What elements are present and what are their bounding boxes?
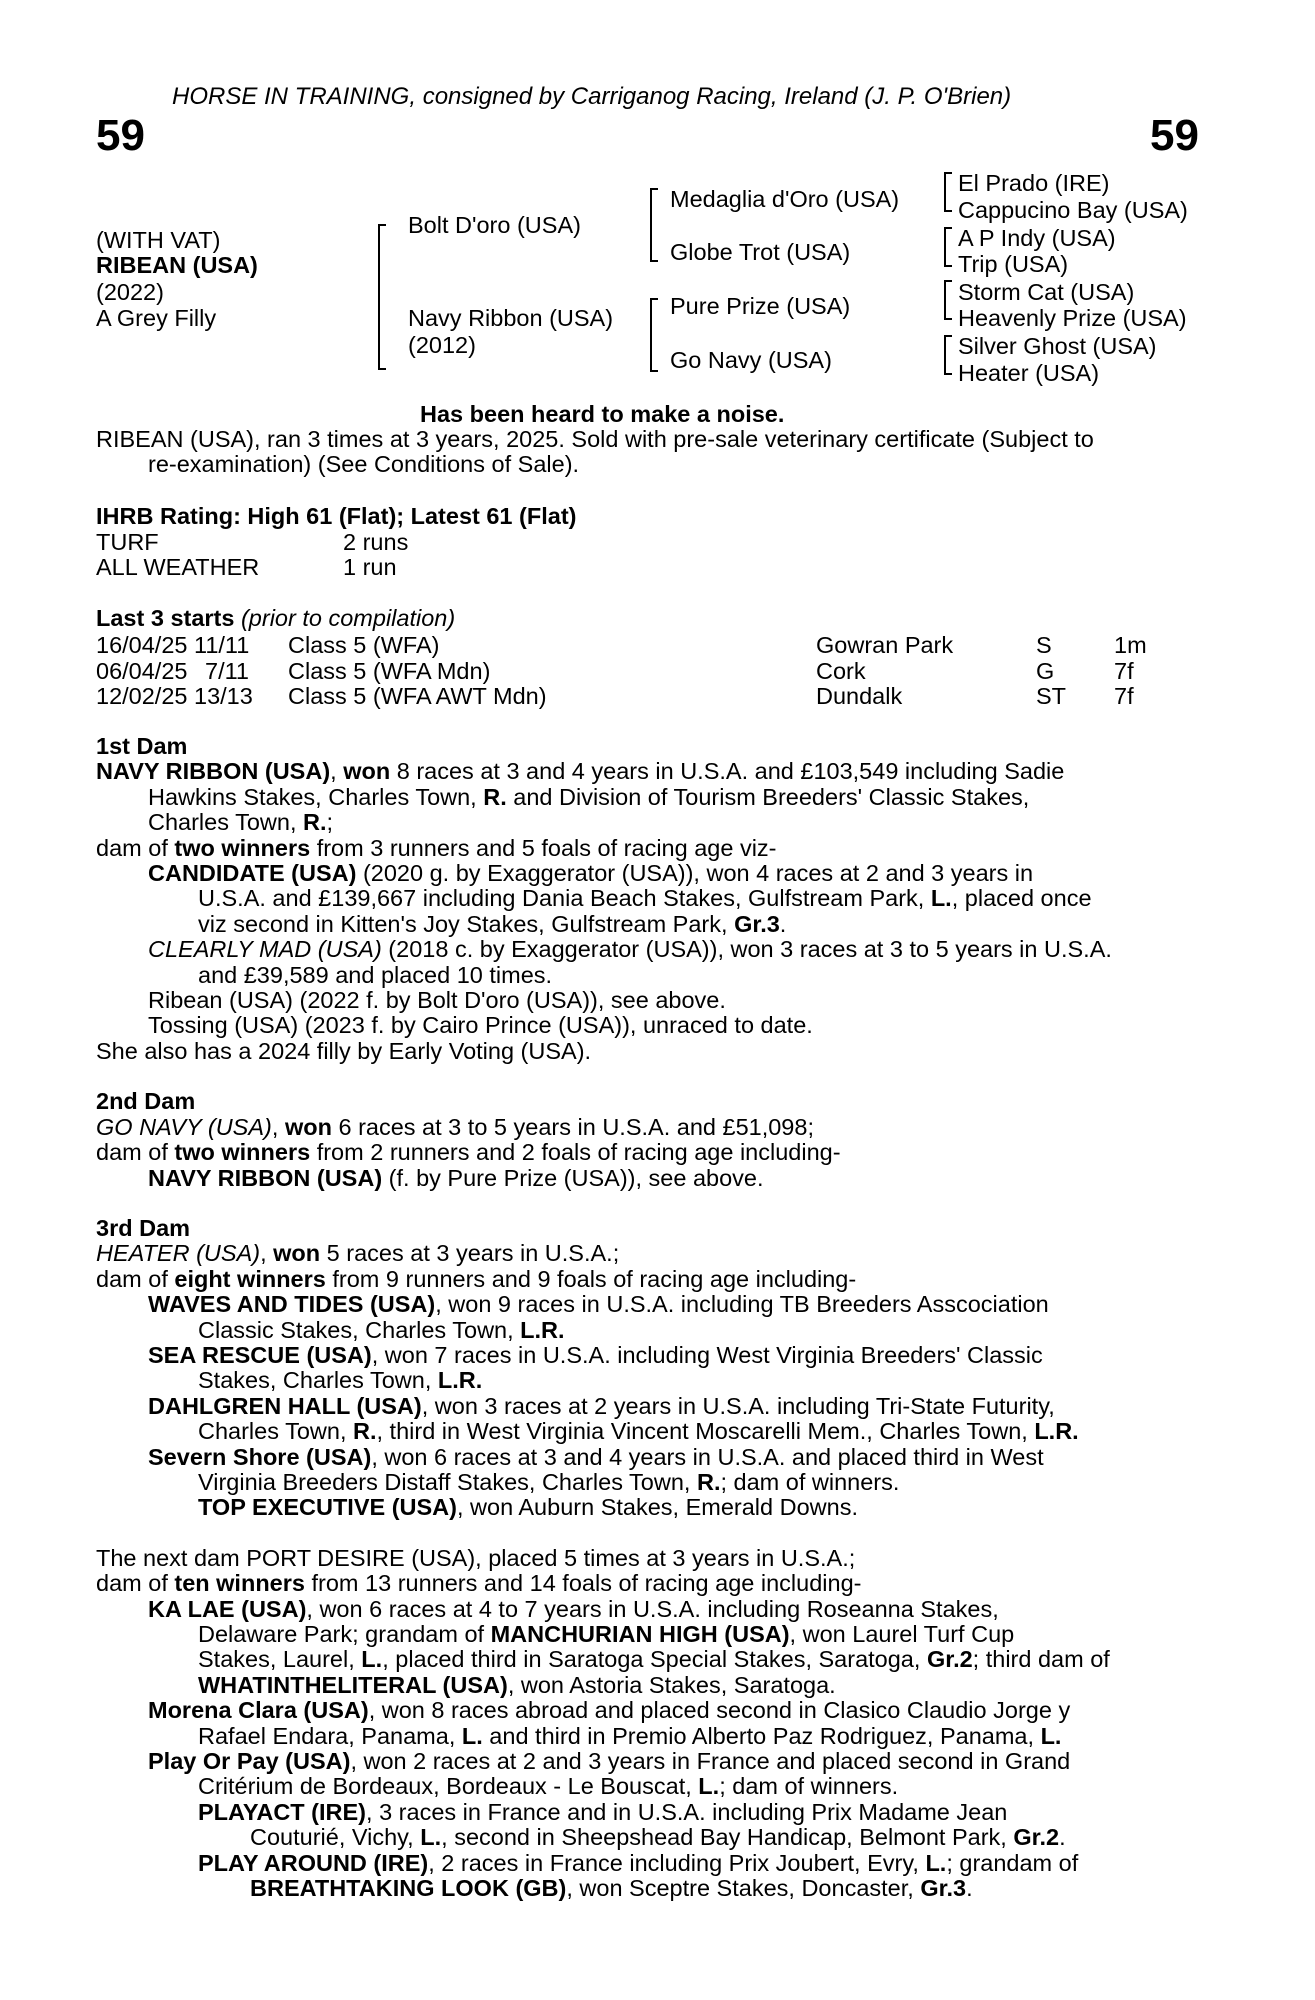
dam-name: NAVY RIBBON (USA) (96, 758, 331, 785)
progeny-line: Ribean (USA) (2022 f. by Bolt D'oro (USA)), see above. (148, 987, 726, 1014)
rating-runs-aw: 1 run (343, 554, 397, 580)
third-dam-line: dam of eight winners from 9 runners and 9 foals of racing age including- (96, 1265, 857, 1292)
progeny-line: DAHLGREN HALL (USA), won 3 races at 2 years in U.S.A. including Tri-State Futurity, (148, 1392, 1055, 1419)
progeny-line: KA LAE (USA), won 6 races at 4 to 7 years in U.S.A. including Roseanna Stakes, (148, 1595, 999, 1622)
progeny-line: Play Or Pay (USA), won 2 races at 2 and 3 years in France and placed second in Grand (148, 1748, 1071, 1775)
progeny-line: CANDIDATE (USA) (2020 g. by Exaggerator (USA)), won 4 races at 2 and 3 years in (148, 860, 1034, 887)
start-position: 13/13 (194, 683, 253, 709)
pedigree-sire-sire: Medaglia d'Oro (USA) (670, 186, 900, 212)
progeny-line: Morena Clara (USA), won 8 races abroad and placed second in Clasico Claudio Jorge y (148, 1697, 1071, 1724)
progeny-name: BREATHTAKING LOOK (GB) (250, 1875, 567, 1902)
progeny-line: Classic Stakes, Charles Town, L.R. (198, 1316, 565, 1343)
pedigree-sire: Bolt D'oro (USA) (408, 212, 581, 238)
pedigree-dam-year: (2012) (408, 332, 476, 358)
start-date: 06/04/25 (96, 657, 188, 684)
rating-runs-turf: 2 runs (343, 529, 409, 555)
progeny-name: Severn Shore (USA) (148, 1443, 372, 1470)
progeny-line: Stakes, Laurel, L., placed third in Saratoga Special Stakes, Saratoga, Gr.2; third dam of (198, 1646, 1110, 1673)
progeny-line: Severn Shore (USA), won 6 races at 3 and 4 years in U.S.A. and placed third in West (148, 1443, 1044, 1470)
pedigree-sss: El Prado (IRE) (958, 170, 1110, 196)
progeny-name: CANDIDATE (USA) (148, 860, 357, 887)
pedigree-brace-dd (944, 335, 946, 375)
progeny-line: U.S.A. and £139,667 including Dania Beach Stakes, Gulfstream Park, L., placed once (198, 885, 1092, 912)
start-course: Dundalk (816, 683, 903, 709)
last-starts-table (96, 632, 1204, 709)
pedigree-sdd: Trip (USA) (958, 251, 1069, 277)
progeny-line: Virginia Breeders Distaff Stakes, Charles Town, R.; dam of winners. (198, 1468, 900, 1495)
progeny-line: PLAY AROUND (IRE), 2 races in France including Prix Joubert, Evry, L.; grandam of (198, 1849, 1079, 1876)
start-row (96, 683, 1204, 709)
start-class: Class 5 (WFA) (288, 632, 440, 658)
first-dam-line: Charles Town, R.; (148, 809, 334, 836)
pedigree-dam-sire: Pure Prize (USA) (670, 293, 851, 319)
progeny-name: TOP EXECUTIVE (USA) (198, 1494, 457, 1521)
vat-note: (WITH VAT) (96, 227, 221, 253)
progeny-line: and £39,589 and placed 10 times. (198, 961, 553, 988)
second-dam-heading: 2nd Dam (96, 1088, 196, 1115)
progeny-line: WAVES AND TIDES (USA), won 9 races in U.S.A. including TB Breeders Asscociation (148, 1291, 1049, 1318)
pedigree-brace-ss (944, 172, 946, 212)
progeny-line: CLEARLY MAD (USA) (2018 c. by Exaggerator (USA)), won 3 races at 3 to 5 years in U.S.A. (148, 936, 1112, 963)
pedigree-brace-sd (944, 227, 946, 267)
next-dam-line: The next dam PORT DESIRE (USA), placed 5 times at 3 years in U.S.A.; (96, 1544, 856, 1571)
noise-note: Has been heard to make a noise. (420, 401, 785, 427)
first-dam-line: dam of two winners from 3 runners and 5 foals of racing age viz- (96, 834, 777, 861)
progeny-name: WHATINTHELITERAL (USA) (198, 1671, 508, 1698)
start-class: Class 5 (WFA Mdn) (288, 657, 491, 684)
last-starts-note: (prior to compilation) (240, 605, 456, 631)
progeny-name: PLAYACT (IRE) (198, 1798, 367, 1825)
progeny-name: DAHLGREN HALL (USA) (148, 1392, 422, 1419)
horse-description: A Grey Filly (96, 305, 217, 331)
ihrb-rating: IHRB Rating: High 61 (Flat); Latest 61 (Flat) (96, 503, 577, 529)
progeny-name: PLAY AROUND (IRE) (198, 1849, 429, 1876)
pedigree-dds: Silver Ghost (USA) (958, 333, 1157, 359)
pedigree-dss: Storm Cat (USA) (958, 279, 1135, 305)
progeny-line: TOP EXECUTIVE (USA), won Auburn Stakes, Emerald Downs. (198, 1494, 858, 1521)
progeny-line: Couturié, Vichy, L., second in Sheepshead Bay Handicap, Belmont Park, Gr.2. (250, 1824, 1066, 1851)
pedigree-brace-main (378, 224, 380, 370)
pedigree-brace-ds (944, 280, 946, 320)
progeny-name: CLEARLY MAD (USA) (148, 936, 382, 963)
start-position: 11/11 (194, 632, 250, 658)
second-dam-line: dam of two winners from 2 runners and 2 foals of racing age including- (96, 1139, 841, 1166)
progeny-name: SEA RESCUE (USA) (148, 1341, 372, 1368)
start-date: 12/02/25 (96, 683, 188, 709)
last-starts-heading (96, 606, 455, 632)
first-dam-line: She also has a 2024 filly by Early Voting (USA). (96, 1037, 592, 1064)
horse-name: RIBEAN (USA) (96, 252, 258, 278)
first-dam-heading: 1st Dam (96, 733, 188, 759)
progeny-name: Morena Clara (USA) (148, 1697, 369, 1724)
progeny-line: Critérium de Bordeaux, Bordeaux - Le Bouscat, L.; dam of winners. (198, 1773, 899, 1800)
page-header: HORSE IN TRAINING, consigned by Carriganog Racing, Ireland (J. P. O'Brien) (172, 83, 1012, 110)
dam-sections (96, 734, 1204, 1901)
summary-line-2: re-examination) (See Conditions of Sale). (148, 451, 580, 478)
start-distance: 7f (1114, 683, 1134, 709)
progeny-line: Delaware Park; grandam of MANCHURIAN HIGH (USA), won Laurel Turf Cup (198, 1621, 1015, 1647)
progeny-line: Charles Town, R., third in West Virginia Vincent Moscarelli Mem., Charles Town, L.R. (198, 1418, 1079, 1445)
pedigree-dsd: Heavenly Prize (USA) (958, 305, 1187, 331)
progeny-line: Rafael Endara, Panama, L. and third in Premio Alberto Paz Rodriguez, Panama, L. (198, 1722, 1062, 1749)
progeny-name: WAVES AND TIDES (USA) (148, 1291, 436, 1318)
third-dam-heading: 3rd Dam (96, 1214, 191, 1241)
pedigree-ssd: Cappucino Bay (USA) (958, 197, 1188, 223)
start-course: Cork (816, 657, 866, 684)
horse-year: (2022) (96, 279, 164, 305)
progeny-line: Tossing (USA) (2023 f. by Cairo Prince (USA)), unraced to date. (148, 1012, 813, 1039)
start-date: 16/04/25 (96, 632, 188, 658)
start-distance: 1m (1114, 632, 1147, 658)
start-course: Gowran Park (816, 632, 954, 658)
pedigree-dam-dam: Go Navy (USA) (670, 347, 832, 373)
rating-surface-aw: ALL WEATHER (96, 554, 260, 580)
progeny-line: Stakes, Charles Town, L.R. (198, 1367, 483, 1394)
first-dam-line: Hawkins Stakes, Charles Town, R. and Division of Tourism Breeders' Classic Stakes, (148, 783, 1030, 810)
second-dam-line: GO NAVY (USA), won 6 races at 3 to 5 years in U.S.A. and £51,098; (96, 1113, 814, 1140)
start-going: G (1036, 657, 1055, 684)
start-row (96, 632, 1204, 658)
start-class: Class 5 (WFA AWT Mdn) (288, 683, 547, 709)
lot-number-right: 59 (1150, 111, 1199, 160)
summary-line-1: RIBEAN (USA), ran 3 times at 3 years, 2025. Sold with pre-sale veterinary certificate (Subject to (96, 426, 1094, 452)
progeny-line: WHATINTHELITERAL (USA), won Astoria Stakes, Saratoga. (198, 1671, 836, 1698)
dam-name: HEATER (USA) (96, 1240, 261, 1267)
progeny-line: SEA RESCUE (USA), won 7 races in U.S.A. including West Virginia Breeders' Classic (148, 1341, 1043, 1368)
pedigree-sire-dam: Globe Trot (USA) (670, 239, 851, 265)
progeny-name: NAVY RIBBON (USA) (148, 1164, 383, 1191)
rating-surface-turf: TURF (96, 529, 159, 555)
progeny-line: NAVY RIBBON (USA) (f. by Pure Prize (USA)), see above. (148, 1164, 764, 1191)
pedigree-ddd: Heater (USA) (958, 360, 1100, 386)
pedigree-sds: A P Indy (USA) (958, 225, 1116, 251)
progeny-line: BREATHTAKING LOOK (GB), won Sceptre Stakes, Doncaster, Gr.3. (250, 1875, 973, 1902)
progeny-line: viz second in Kitten's Joy Stakes, Gulfstream Park, Gr.3. (198, 910, 787, 937)
pedigree-dam: Navy Ribbon (USA) (408, 305, 614, 331)
third-dam-line: HEATER (USA), won 5 races at 3 years in U.S.A.; (96, 1240, 620, 1267)
next-dam-line: dam of ten winners from 13 runners and 14 foals of racing age including- (96, 1570, 862, 1597)
pedigree-brace-sire (650, 188, 652, 262)
progeny-line: PLAYACT (IRE), 3 races in France and in U.S.A. including Prix Madame Jean (198, 1798, 1008, 1825)
summary (96, 427, 1204, 478)
progeny-name: Play Or Pay (USA) (148, 1748, 351, 1775)
start-row (96, 658, 1204, 684)
start-going: ST (1036, 683, 1067, 709)
start-position: 7/11 (205, 657, 249, 684)
progeny-name: KA LAE (USA) (148, 1595, 307, 1622)
lot-number-left: 59 (96, 111, 145, 160)
first-dam-line: NAVY RIBBON (USA), won 8 races at 3 and 4 years in U.S.A. and £103,549 including Sadie (96, 758, 1065, 785)
start-going: S (1036, 632, 1052, 658)
last-starts-title: Last 3 starts (96, 605, 235, 631)
dam-name: GO NAVY (USA) (96, 1113, 272, 1140)
start-distance: 7f (1114, 657, 1134, 684)
pedigree-brace-dam (650, 298, 652, 372)
